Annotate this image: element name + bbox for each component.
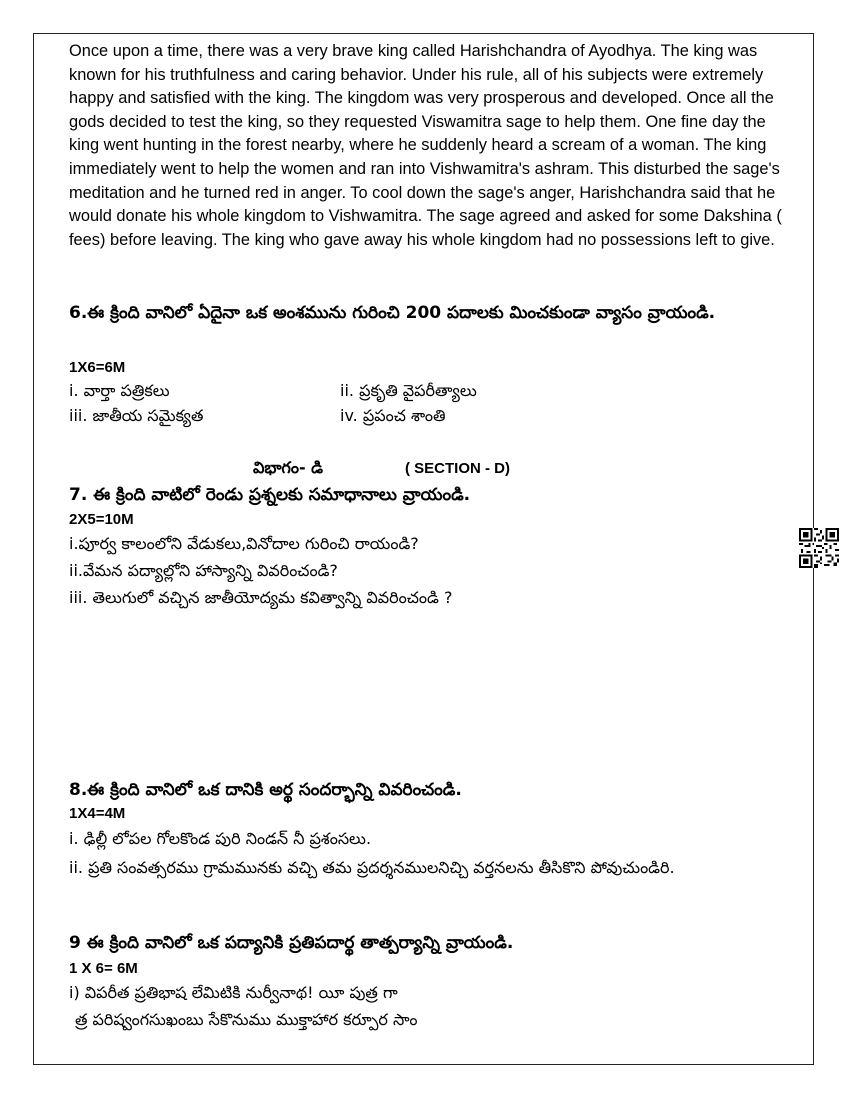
q7-item-1: i.పూర్వ కాలంలోని వేడుకలు,వినోదాల గురించి రాయండి? (69, 534, 419, 553)
q7-item-3: iii. తెలుగులో వచ్చిన జాతీయోద్యమ కవిత్వాన్ని వివరించండి ? (69, 588, 453, 607)
q7-item-2: ii.వేమన పద్యాల్లోని హాస్యాన్ని వివరించండి? (69, 561, 338, 580)
section-heading-english: ( SECTION - D) (405, 460, 510, 477)
question-8-marks: 1X4=4M (69, 805, 126, 822)
q6-option-3: iii. జాతీయ సమైక్యత (69, 406, 204, 425)
section-heading-telugu: విభాగం- డి (253, 458, 324, 477)
q6-option-1: i. వార్తా పత్రికలు (69, 381, 170, 400)
q9-verse-line-2: త్ర పరిష్వంగసుఖంబు సేకొనుము ముక్తాహార కర్పూర సాం (75, 1010, 418, 1029)
question-7-title: 7. ఈ క్రింది వాటిలో రెండు ప్రశ్నలకు సమాధానాలు వ్రాయండి. (69, 485, 471, 505)
q8-item-1: i. ఢిల్లీ లోపల గోలకొండ పురి నిండన్ నీ ప్రశంసలు. (69, 829, 372, 848)
question-6-marks: 1X6=6M (69, 359, 126, 376)
q6-option-2: ii. ప్రకృతి వైపరీత్యాలు (340, 381, 477, 400)
q6-option-4: iv. ప్రపంచ శాంతి (340, 406, 446, 425)
question-6-title: 6.ఈ క్రింది వానిలో ఏదైనా ఒక అంశమును గురించి 200 పదాలకు మించకుండా వ్యాసం వ్రాయండి. (69, 303, 716, 323)
question-9-marks: 1 X 6= 6M (69, 960, 138, 977)
question-9-title: 9 ఈ క్రింది వానిలో ఒక పద్యానికి ప్రతిపదార్థ తాత్పర్యాన్ని వ్రాయండి. (69, 933, 514, 953)
passage-text: Once upon a time, there was a very brave king called Harishchandra of Ayodhya. The king was known for his truthfulness and caring behavior. Under his rule, all of his subjects were extremely happy and satisfied with the king. The kingdom was very prosperous and developed. Once all the gods decided to test the king, so they requested Viswamitra sage to help them. One fine day the king went hunting in the forest nearby, where he suddenly heard a scream of a woman. The king immediately went to help the women and ran into Vishwamitra's ashram. This disturbed the sage's meditation and he turned red in anger. To cool down the sage's anger, Harishchandra said that he would donate his whole kingdom to Vishwamitra. The sage agreed and asked for some Dakshina ( fees) before leaving. The king who gave away his whole kingdom had no possessions left to give. (69, 42, 782, 249)
q8-item-2: ii. ప్రతి సంవత్సరము గ్రామమునకు వచ్చి తమ ప్రదర్శనములనిచ్చి వర్తనలను తీసికొని పోవుచుండిరి. (69, 858, 675, 877)
qr-code (799, 528, 839, 568)
q9-verse-line-1: i) విపరీత ప్రతిభాష లేమిటికి నుర్వీనాథ! యీ పుత్ర గా (69, 983, 398, 1002)
question-7-marks: 2X5=10M (69, 511, 134, 528)
question-8-title: 8.ఈ క్రింది వానిలో ఒక దానికి అర్థ సందర్భాన్ని వివరించండి. (69, 780, 462, 800)
